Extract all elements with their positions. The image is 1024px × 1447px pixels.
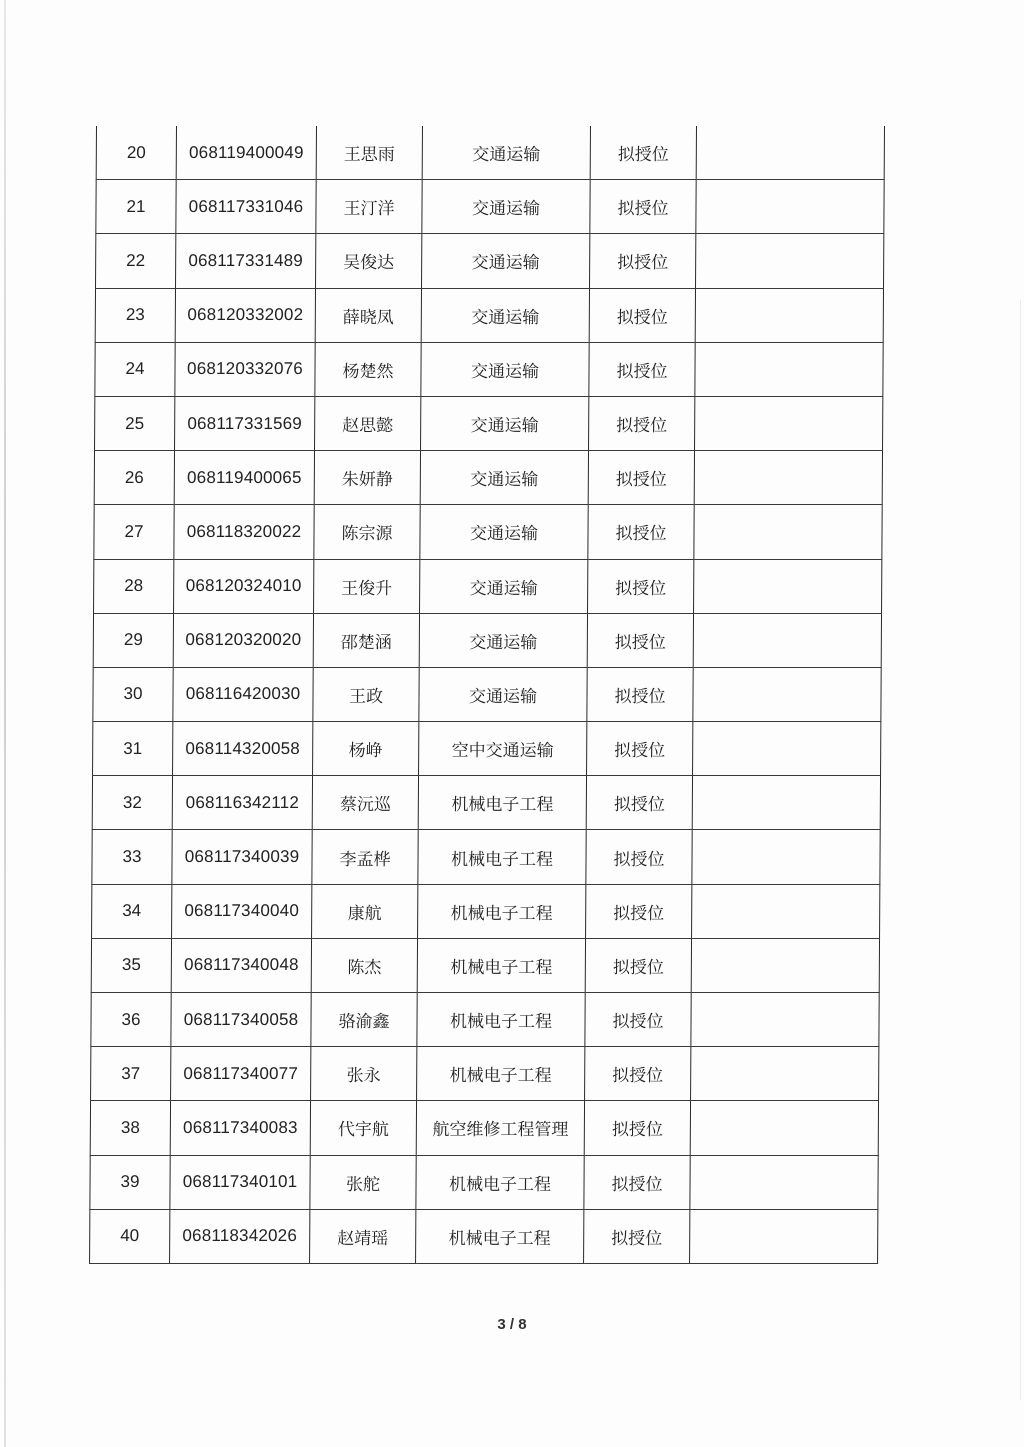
student-name-cell: 王政 <box>313 667 419 721</box>
student-name-cell: 代宇航 <box>310 1101 416 1155</box>
student-id-cell: 068120324010 <box>174 559 314 613</box>
remark-cell <box>690 1209 878 1263</box>
table-row <box>94 451 882 505</box>
student-name-cell: 蔡沅巡 <box>312 776 418 830</box>
student-id-cell: 068120332076 <box>175 342 315 396</box>
remark-cell <box>693 667 881 721</box>
major-cell: 交通运输 <box>419 667 587 721</box>
major-cell: 交通运输 <box>420 505 588 559</box>
student-id-cell: 068117340040 <box>172 884 312 938</box>
degree-status-cell: 拟授位 <box>587 613 693 667</box>
row-number-cell: 35 <box>91 938 171 992</box>
table-row <box>95 288 883 342</box>
remark-cell <box>694 505 882 559</box>
student-id-cell: 068119400065 <box>174 451 314 505</box>
row-number-cell: 38 <box>90 1101 170 1155</box>
table-row <box>95 396 883 450</box>
student-name-cell: 陈杰 <box>311 938 417 992</box>
student-name-cell: 骆渝鑫 <box>311 993 417 1047</box>
student-name-cell: 陈宗源 <box>314 505 420 559</box>
major-cell: 交通运输 <box>421 342 589 396</box>
major-cell: 机械电子工程 <box>418 884 586 938</box>
student-id-cell: 068117331569 <box>175 396 315 450</box>
student-id-cell: 068116420030 <box>173 667 313 721</box>
major-cell: 航空维修工程管理 <box>416 1101 584 1155</box>
table-row <box>91 938 879 992</box>
row-number-cell: 32 <box>92 776 172 830</box>
scan-edge <box>4 0 6 1447</box>
table-row <box>90 1155 878 1209</box>
major-cell: 空中交通运输 <box>419 722 587 776</box>
table-row <box>92 776 880 830</box>
student-id-cell: 068117340083 <box>170 1101 310 1155</box>
student-name-cell: 赵思懿 <box>315 396 421 450</box>
student-id-cell: 068120320020 <box>173 613 313 667</box>
degree-status-cell: 拟授位 <box>588 505 694 559</box>
roster-body <box>90 126 885 1263</box>
scan-edge-right <box>1020 300 1021 1400</box>
degree-status-cell: 拟授位 <box>585 938 691 992</box>
degree-roster-table <box>89 126 885 1264</box>
row-number-cell: 26 <box>94 451 174 505</box>
table-row <box>91 1047 879 1101</box>
table-row <box>90 1101 878 1155</box>
major-cell: 交通运输 <box>422 234 590 288</box>
degree-status-cell: 拟授位 <box>586 776 692 830</box>
student-name-cell: 王俊升 <box>314 559 420 613</box>
degree-status-cell: 拟授位 <box>584 1155 690 1209</box>
major-cell: 机械电子工程 <box>416 1155 584 1209</box>
remark-cell <box>695 396 883 450</box>
remark-cell <box>691 938 879 992</box>
major-cell: 交通运输 <box>422 180 590 234</box>
table-row <box>96 126 884 180</box>
row-number-cell: 28 <box>94 559 174 613</box>
remark-cell <box>692 776 880 830</box>
student-id-cell: 068120332002 <box>175 288 315 342</box>
table-row <box>96 180 884 234</box>
student-name-cell: 吴俊达 <box>316 234 422 288</box>
degree-status-cell: 拟授位 <box>590 126 696 180</box>
row-number-cell: 30 <box>93 667 173 721</box>
major-cell: 交通运输 <box>421 396 589 450</box>
degree-status-cell: 拟授位 <box>589 342 695 396</box>
degree-status-cell: 拟授位 <box>588 559 694 613</box>
row-number-cell: 27 <box>94 505 174 559</box>
student-name-cell: 李孟桦 <box>312 830 418 884</box>
student-id-cell: 068117340039 <box>172 830 312 884</box>
major-cell: 交通运输 <box>421 288 589 342</box>
remark-cell <box>696 126 884 180</box>
degree-status-cell: 拟授位 <box>586 830 692 884</box>
student-id-cell: 068118342026 <box>170 1209 310 1263</box>
row-number-cell: 23 <box>95 288 175 342</box>
row-number-cell: 36 <box>91 993 171 1047</box>
table-row <box>92 830 880 884</box>
table-row <box>90 1209 878 1263</box>
table-row <box>94 559 882 613</box>
student-id-cell: 068118320022 <box>174 505 314 559</box>
degree-status-cell: 拟授位 <box>588 451 694 505</box>
student-name-cell: 张永 <box>311 1047 417 1101</box>
degree-status-cell: 拟授位 <box>584 1101 690 1155</box>
degree-status-cell: 拟授位 <box>589 288 695 342</box>
remark-cell <box>692 884 880 938</box>
student-name-cell: 杨峥 <box>313 722 419 776</box>
student-id-cell: 068117340048 <box>171 938 311 992</box>
row-number-cell: 24 <box>95 342 175 396</box>
degree-status-cell: 拟授位 <box>586 884 692 938</box>
student-id-cell: 068119400049 <box>176 126 316 180</box>
student-name-cell: 邵楚涵 <box>313 613 419 667</box>
table-row <box>94 505 882 559</box>
major-cell: 机械电子工程 <box>418 776 586 830</box>
remark-cell <box>696 180 884 234</box>
remark-cell <box>695 288 883 342</box>
degree-status-cell: 拟授位 <box>590 234 696 288</box>
student-id-cell: 068117340101 <box>170 1155 310 1209</box>
row-number-cell: 22 <box>96 234 176 288</box>
table-row <box>91 993 879 1047</box>
major-cell: 机械电子工程 <box>418 830 586 884</box>
remark-cell <box>690 1101 878 1155</box>
student-name-cell: 赵靖瑶 <box>310 1209 416 1263</box>
row-number-cell: 20 <box>96 126 176 180</box>
degree-status-cell: 拟授位 <box>585 1047 691 1101</box>
remark-cell <box>694 451 882 505</box>
degree-status-cell: 拟授位 <box>587 667 693 721</box>
student-name-cell: 康航 <box>312 884 418 938</box>
major-cell: 交通运输 <box>420 451 588 505</box>
major-cell: 交通运输 <box>419 613 587 667</box>
student-name-cell: 杨楚然 <box>315 342 421 396</box>
degree-status-cell: 拟授位 <box>587 722 693 776</box>
student-name-cell: 朱妍静 <box>314 451 420 505</box>
student-id-cell: 068117340077 <box>171 1047 311 1101</box>
major-cell: 机械电子工程 <box>417 938 585 992</box>
major-cell: 机械电子工程 <box>416 1209 584 1263</box>
table-row <box>95 342 883 396</box>
row-number-cell: 33 <box>92 830 172 884</box>
student-id-cell: 068117331489 <box>176 234 316 288</box>
row-number-cell: 21 <box>96 180 176 234</box>
student-id-cell: 068114320058 <box>173 722 313 776</box>
table-row <box>93 722 881 776</box>
remark-cell <box>695 342 883 396</box>
row-number-cell: 37 <box>91 1047 171 1101</box>
major-cell: 机械电子工程 <box>417 993 585 1047</box>
degree-status-cell: 拟授位 <box>590 180 696 234</box>
major-cell: 交通运输 <box>420 559 588 613</box>
degree-status-cell: 拟授位 <box>584 1209 690 1263</box>
remark-cell <box>691 1047 879 1101</box>
student-id-cell: 068117331046 <box>176 180 316 234</box>
table-row <box>93 667 881 721</box>
row-number-cell: 31 <box>93 722 173 776</box>
degree-status-cell: 拟授位 <box>589 396 695 450</box>
remark-cell <box>694 559 882 613</box>
remark-cell <box>693 722 881 776</box>
student-id-cell: 068117340058 <box>171 993 311 1047</box>
row-number-cell: 29 <box>93 613 173 667</box>
table-row <box>92 884 880 938</box>
student-name-cell: 张舵 <box>310 1155 416 1209</box>
row-number-cell: 39 <box>90 1155 170 1209</box>
remark-cell <box>690 1155 878 1209</box>
major-cell: 交通运输 <box>422 126 590 180</box>
student-name-cell: 王汀洋 <box>316 180 422 234</box>
student-name-cell: 王思雨 <box>316 126 422 180</box>
table-row <box>93 613 881 667</box>
remark-cell <box>696 234 884 288</box>
student-id-cell: 068116342112 <box>172 776 312 830</box>
row-number-cell: 25 <box>95 396 175 450</box>
table-row <box>96 234 884 288</box>
page-number: 3 / 8 <box>497 1316 527 1333</box>
remark-cell <box>693 613 881 667</box>
row-number-cell: 40 <box>90 1209 170 1263</box>
major-cell: 机械电子工程 <box>417 1047 585 1101</box>
remark-cell <box>691 993 879 1047</box>
row-number-cell: 34 <box>92 884 172 938</box>
degree-status-cell: 拟授位 <box>585 993 691 1047</box>
remark-cell <box>692 830 880 884</box>
student-name-cell: 薛晓凤 <box>315 288 421 342</box>
